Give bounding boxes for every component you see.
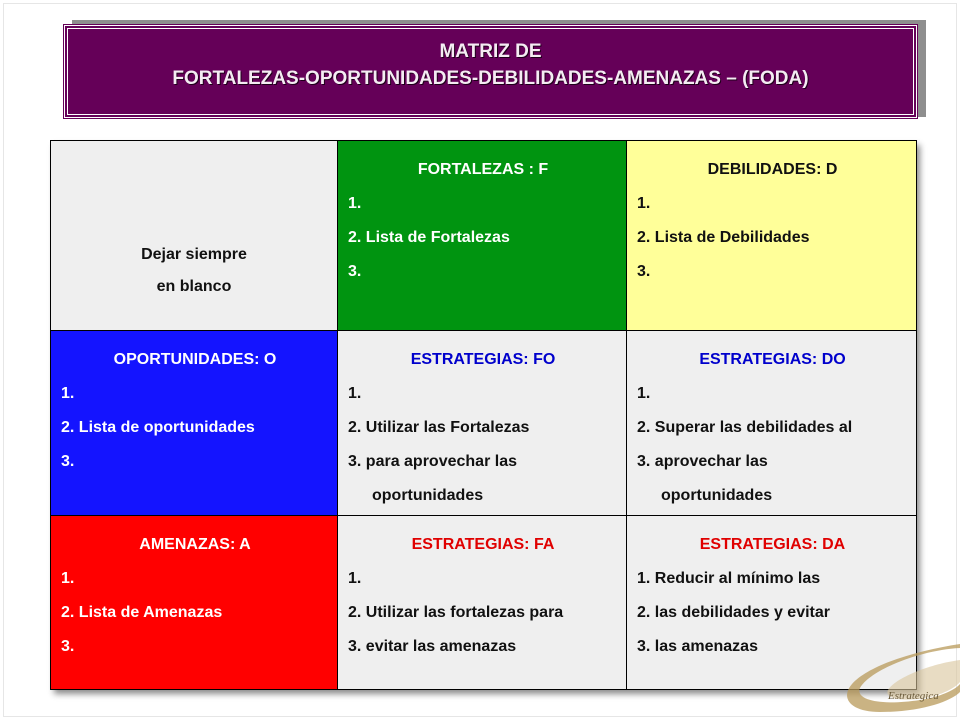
fortalezas-cell (338, 141, 627, 331)
estrategias-do-cell (627, 331, 917, 516)
estrategias-fa-item-1: 1. (348, 570, 362, 587)
fortalezas-item-1: 1. (348, 195, 362, 212)
estrategias-do-header: ESTRATEGIAS: DO (699, 351, 846, 368)
estrategias-fo-item-3: 3. para aprovechar las (348, 453, 517, 470)
fortalezas-item-3: 3. (348, 263, 362, 280)
slide-title (64, 25, 917, 118)
debilidades-item-3: 3. (637, 263, 651, 280)
oportunidades-item-2: 2. Lista de oportunidades (61, 419, 255, 436)
debilidades-item-2: 2. Lista de Debilidades (637, 229, 810, 246)
estrategias-da-item-3: 3. las amenazas (637, 638, 758, 655)
estrategias-da-item-1: 1. Reducir al mínimo las (637, 570, 821, 587)
amenazas-item-3: 3. (61, 638, 75, 655)
foda-table (50, 140, 917, 690)
estrategias-do-item-2: 2. Superar las debilidades al (637, 419, 853, 436)
estrategias-fa-header: ESTRATEGIAS: FA (411, 536, 555, 553)
debilidades-item-1: 1. (637, 195, 651, 212)
amenazas-cell (51, 516, 338, 690)
fortalezas-header: FORTALEZAS : F (417, 161, 549, 178)
estrategias-do-continuation: oportunidades (661, 487, 773, 504)
estrategias-fa-cell (338, 516, 627, 690)
matrix-row-3 (51, 516, 917, 690)
blank-line-2: en blanco (156, 277, 232, 295)
estrategias-da-header: ESTRATEGIAS: DA (699, 536, 846, 553)
title-line-1: MATRIZ DE (439, 41, 542, 62)
oportunidades-item-1: 1. (61, 385, 75, 402)
estrategias-fo-continuation: oportunidades (372, 487, 484, 504)
estrategias-fa-item-2: 2. Utilizar las fortalezas para (348, 604, 564, 621)
foda-matrix (50, 140, 916, 689)
matrix-row-2 (51, 331, 917, 516)
estrategias-fa-item-3: 3. evitar las amenazas (348, 638, 517, 655)
amenazas-item-1: 1. (61, 570, 75, 587)
oportunidades-item-3: 3. (61, 453, 75, 470)
estrategias-fo-item-2: 2. Utilizar las Fortalezas (348, 419, 530, 436)
estrategias-do-item-3: 3. aprovechar las (637, 453, 768, 470)
fortalezas-item-2: 2. Lista de Fortalezas (348, 229, 510, 246)
estrategica-logo (800, 640, 960, 720)
estrategias-fo-cell (338, 331, 627, 516)
estrategias-do-item-1: 1. (637, 385, 651, 402)
oportunidades-header: OPORTUNIDADES: O (113, 351, 277, 368)
estrategias-fo-header: ESTRATEGIAS: FO (410, 351, 556, 368)
matrix-row-1 (51, 141, 917, 331)
estrategias-fo-item-1: 1. (348, 385, 362, 402)
amenazas-header: AMENAZAS: A (139, 536, 251, 553)
logo-text: Estrategica (888, 690, 939, 702)
amenazas-item-2: 2. Lista de Amenazas (61, 604, 223, 621)
debilidades-cell (627, 141, 917, 331)
blank-line-1: Dejar siempre (141, 245, 247, 263)
oportunidades-cell (51, 331, 338, 516)
blank-cell (51, 141, 338, 331)
estrategias-da-item-2: 2. las debilidades y evitar (637, 604, 830, 621)
debilidades-header: DEBILIDADES: D (707, 161, 838, 178)
title-line-2: FORTALEZAS-OPORTUNIDADES-DEBILIDADES-AMENAZAS – (FODA) (172, 68, 809, 89)
